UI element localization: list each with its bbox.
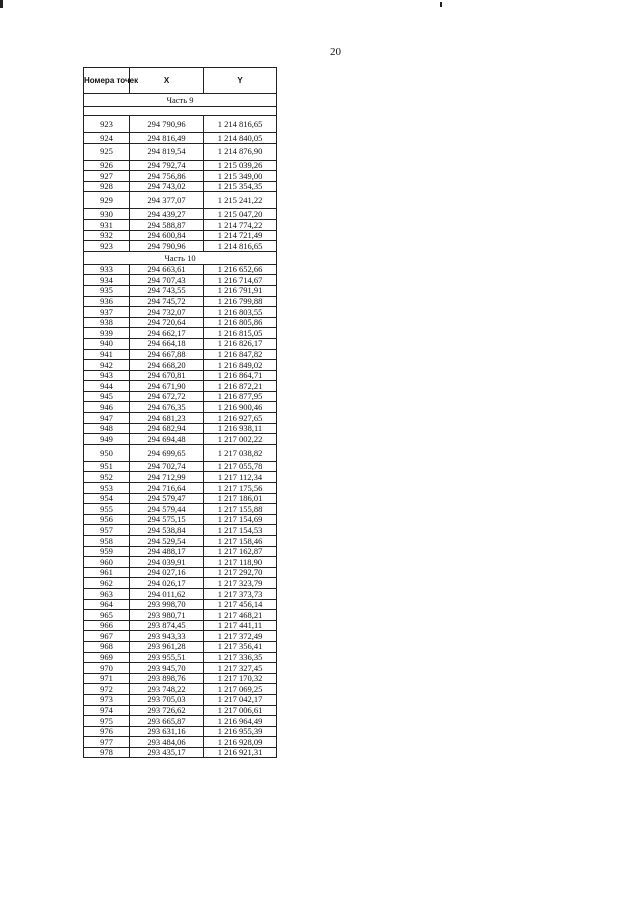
coord-x: 294 377,07 [130,192,204,209]
coord-x: 293 945,70 [130,663,204,674]
coord-x: 294 681,23 [130,413,204,424]
header-y: Y [204,68,277,94]
coord-y: 1 215 047,20 [204,209,277,220]
point-number: 930 [84,209,130,220]
coord-x: 294 743,02 [130,181,204,192]
table-row [84,483,277,494]
table-row [84,275,277,286]
table-row [84,737,277,748]
table-row [84,160,277,171]
coord-y: 1 214 876,90 [204,143,277,160]
coord-y: 1 217 170,32 [204,673,277,684]
table-row [84,663,277,674]
coord-x: 294 743,55 [130,285,204,296]
coord-y: 1 215 039,26 [204,160,277,171]
table-row [84,472,277,483]
point-number: 927 [84,171,130,182]
point-number: 965 [84,610,130,621]
point-number: 971 [84,673,130,684]
point-number: 933 [84,264,130,275]
point-number: 939 [84,328,130,339]
point-number: 954 [84,493,130,504]
coord-y: 1 217 112,34 [204,472,277,483]
coord-y: 1 217 456,14 [204,599,277,610]
coord-x: 293 726,62 [130,705,204,716]
page-number: 20 [330,46,341,58]
coord-y: 1 216 805,86 [204,317,277,328]
coord-x: 293 631,16 [130,726,204,737]
point-number: 967 [84,631,130,642]
coord-y: 1 215 241,22 [204,192,277,209]
coord-x: 293 748,22 [130,684,204,695]
coord-y: 1 217 118,90 [204,557,277,568]
coord-x: 294 027,16 [130,567,204,578]
coord-x: 294 579,47 [130,493,204,504]
point-number: 976 [84,726,130,737]
coord-x: 294 026,17 [130,578,204,589]
coord-y: 1 216 928,09 [204,737,277,748]
table-row [84,338,277,349]
point-number: 978 [84,747,130,758]
section-title: Часть 9 [84,94,277,107]
coord-x: 293 665,87 [130,716,204,727]
coordinates-table [83,67,277,758]
table-body [84,94,277,758]
coord-x: 293 435,17 [130,747,204,758]
table-row [84,747,277,758]
coord-y: 1 217 323,79 [204,578,277,589]
table-row [84,684,277,695]
coord-x: 294 792,74 [130,160,204,171]
coord-y: 1 216 826,17 [204,338,277,349]
point-number: 936 [84,296,130,307]
point-number: 951 [84,461,130,472]
coord-x: 294 663,61 [130,264,204,275]
coord-x: 294 668,20 [130,360,204,371]
point-number: 955 [84,504,130,515]
table-row [84,434,277,445]
coord-y: 1 217 158,46 [204,536,277,547]
table-row [84,705,277,716]
coord-y: 1 216 849,02 [204,360,277,371]
coord-x: 294 756,86 [130,171,204,182]
point-number: 973 [84,694,130,705]
table-row [84,349,277,360]
coord-x: 293 874,45 [130,620,204,631]
table-row [84,296,277,307]
coord-y: 1 217 336,35 [204,652,277,663]
table-row [84,726,277,737]
coord-x: 294 664,18 [130,338,204,349]
point-number: 975 [84,716,130,727]
coord-x: 294 816,49 [130,133,204,144]
point-number: 925 [84,143,130,160]
table-row [84,133,277,144]
coord-y: 1 217 155,88 [204,504,277,515]
coord-y: 1 217 356,41 [204,641,277,652]
table-row [84,620,277,631]
coord-x: 294 588,87 [130,219,204,230]
coord-y: 1 217 042,17 [204,694,277,705]
point-number: 944 [84,381,130,392]
point-number: 974 [84,705,130,716]
coord-y: 1 214 721,49 [204,230,277,241]
coord-x: 293 898,76 [130,673,204,684]
point-number: 923 [84,116,130,133]
table-row [84,230,277,241]
coord-y: 1 216 652,66 [204,264,277,275]
coord-y: 1 216 714,67 [204,275,277,286]
point-number: 940 [84,338,130,349]
coord-x: 294 488,17 [130,546,204,557]
coord-x: 294 707,43 [130,275,204,286]
point-number: 943 [84,370,130,381]
table-row [84,317,277,328]
table-row [84,652,277,663]
point-number: 929 [84,192,130,209]
coord-y: 1 214 816,65 [204,241,277,252]
table-row [84,307,277,318]
coord-y: 1 217 327,45 [204,663,277,674]
point-number: 937 [84,307,130,318]
point-number: 934 [84,275,130,286]
coord-x: 294 600,84 [130,230,204,241]
point-number: 947 [84,413,130,424]
table-row [84,360,277,371]
coord-y: 1 217 038,82 [204,444,277,461]
table-row [84,181,277,192]
spacer-row [84,107,277,116]
coord-y: 1 216 938,11 [204,423,277,434]
coord-x: 294 575,15 [130,514,204,525]
point-number: 962 [84,578,130,589]
point-number: 960 [84,557,130,568]
coord-y: 1 216 803,55 [204,307,277,318]
table-row [84,171,277,182]
table-row [84,143,277,160]
coord-y: 1 215 354,35 [204,181,277,192]
coord-x: 294 662,17 [130,328,204,339]
coord-x: 293 980,71 [130,610,204,621]
header-x: X [130,68,204,94]
coord-x: 294 790,96 [130,241,204,252]
point-number: 972 [84,684,130,695]
table-row [84,599,277,610]
table-row [84,610,277,621]
coord-x: 294 732,07 [130,307,204,318]
coord-y: 1 217 154,53 [204,525,277,536]
table-row [84,641,277,652]
table-row [84,413,277,424]
point-number: 945 [84,391,130,402]
point-number: 938 [84,317,130,328]
point-number: 942 [84,360,130,371]
coord-x: 294 699,65 [130,444,204,461]
table-row [84,285,277,296]
point-number: 949 [84,434,130,445]
scan-mark-left [0,0,3,8]
coord-x: 294 538,84 [130,525,204,536]
coord-y: 1 216 799,88 [204,296,277,307]
point-number: 952 [84,472,130,483]
section-row [84,251,277,264]
coord-x: 294 676,35 [130,402,204,413]
coord-y: 1 216 872,21 [204,381,277,392]
coord-y: 1 217 154,69 [204,514,277,525]
point-number: 970 [84,663,130,674]
coord-y: 1 216 864,71 [204,370,277,381]
coord-y: 1 216 877,95 [204,391,277,402]
coord-x: 293 943,33 [130,631,204,642]
coord-x: 294 011,62 [130,588,204,599]
point-number: 969 [84,652,130,663]
coord-x: 294 819,54 [130,143,204,160]
coord-x: 293 705,03 [130,694,204,705]
table-row [84,461,277,472]
coord-y: 1 217 186,01 [204,493,277,504]
table-row [84,209,277,220]
coord-x: 294 579,44 [130,504,204,515]
point-number: 926 [84,160,130,171]
point-number: 932 [84,230,130,241]
section-title: Часть 10 [84,251,277,264]
coord-y: 1 217 162,87 [204,546,277,557]
table-row [84,631,277,642]
coord-x: 294 712,99 [130,472,204,483]
coord-x: 294 672,72 [130,391,204,402]
coord-y: 1 216 815,05 [204,328,277,339]
table-row [84,514,277,525]
coord-y: 1 216 921,31 [204,747,277,758]
coord-x: 294 039,91 [130,557,204,568]
coord-y: 1 216 927,65 [204,413,277,424]
table-row [84,588,277,599]
coord-y: 1 217 175,56 [204,483,277,494]
coord-y: 1 217 055,78 [204,461,277,472]
coord-y: 1 216 900,46 [204,402,277,413]
coord-x: 294 667,88 [130,349,204,360]
coord-x: 294 720,64 [130,317,204,328]
section-row [84,94,277,107]
point-number: 928 [84,181,130,192]
coord-y: 1 217 372,49 [204,631,277,642]
point-number: 956 [84,514,130,525]
coord-y: 1 214 774,22 [204,219,277,230]
point-number: 924 [84,133,130,144]
coord-y: 1 217 069,25 [204,684,277,695]
table-row [84,116,277,133]
coord-y: 1 217 441,11 [204,620,277,631]
point-number: 948 [84,423,130,434]
header-points: Номера точек [84,68,130,94]
table-row [84,391,277,402]
table-row [84,673,277,684]
coord-x: 294 694,48 [130,434,204,445]
table-row [84,557,277,568]
scan-mark-top [440,2,442,7]
coord-y: 1 214 840,05 [204,133,277,144]
point-number: 957 [84,525,130,536]
point-number: 963 [84,588,130,599]
coord-x: 293 961,28 [130,641,204,652]
coord-y: 1 216 955,39 [204,726,277,737]
point-number: 946 [84,402,130,413]
coord-x: 294 439,27 [130,209,204,220]
table-row [84,493,277,504]
coord-y: 1 216 964,49 [204,716,277,727]
coord-y: 1 217 292,70 [204,567,277,578]
spacer-cell [84,107,277,116]
table-row [84,536,277,547]
coord-x: 294 670,81 [130,370,204,381]
coord-y: 1 216 847,82 [204,349,277,360]
point-number: 935 [84,285,130,296]
coord-x: 294 790,96 [130,116,204,133]
coord-y: 1 217 006,61 [204,705,277,716]
table-row [84,402,277,413]
coord-y: 1 217 002,22 [204,434,277,445]
point-number: 953 [84,483,130,494]
table-row [84,423,277,434]
point-number: 950 [84,444,130,461]
table-row [84,370,277,381]
coord-x: 293 484,06 [130,737,204,748]
coord-x: 294 745,72 [130,296,204,307]
coord-y: 1 217 468,21 [204,610,277,621]
table-row [84,567,277,578]
coord-y: 1 217 373,73 [204,588,277,599]
coord-x: 294 529,54 [130,536,204,547]
table-row [84,444,277,461]
point-number: 931 [84,219,130,230]
coord-x: 294 682,94 [130,423,204,434]
point-number: 941 [84,349,130,360]
point-number: 959 [84,546,130,557]
table-row [84,716,277,727]
table-row [84,381,277,392]
table-row [84,546,277,557]
table-row [84,694,277,705]
table-row [84,241,277,252]
coord-y: 1 215 349,00 [204,171,277,182]
table-row [84,578,277,589]
point-number: 964 [84,599,130,610]
point-number: 968 [84,641,130,652]
table-row [84,264,277,275]
coord-x: 293 998,70 [130,599,204,610]
point-number: 966 [84,620,130,631]
point-number: 958 [84,536,130,547]
table-row [84,219,277,230]
table-row [84,525,277,536]
point-number: 923 [84,241,130,252]
point-number: 977 [84,737,130,748]
coord-x: 293 955,51 [130,652,204,663]
table-row [84,192,277,209]
coord-x: 294 716,64 [130,483,204,494]
point-number: 961 [84,567,130,578]
table-row [84,504,277,515]
table-row [84,328,277,339]
coord-x: 294 671,90 [130,381,204,392]
coord-y: 1 214 816,65 [204,116,277,133]
coord-x: 294 702,74 [130,461,204,472]
coord-y: 1 216 791,91 [204,285,277,296]
